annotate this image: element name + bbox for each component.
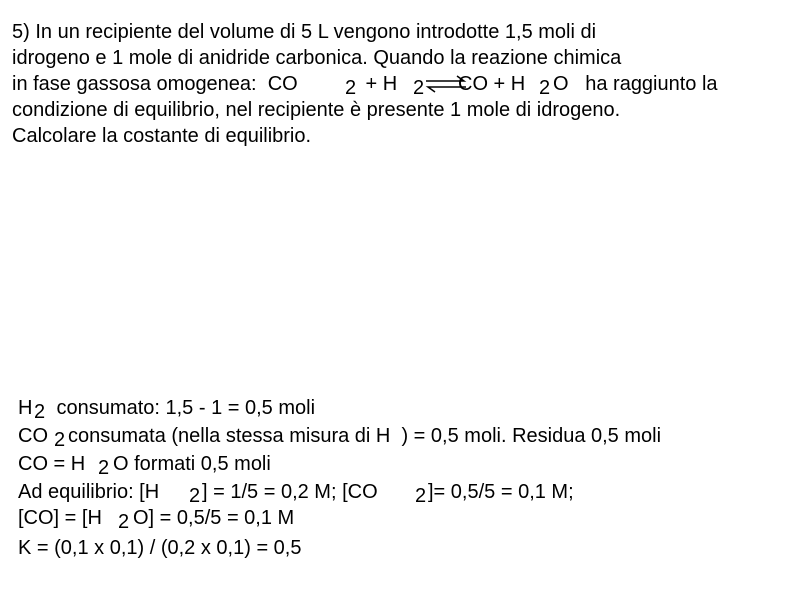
subscript-h2o: 2 [98,457,110,479]
problem-line-3-end: O ha raggiunto la [553,73,718,95]
solution-line-2-text: consumata (nella stessa misura di H ) = 0,5 moli. Residua 0,5 moli [68,425,662,447]
subscript-h2o: 2 [118,511,130,533]
problem-line-3-products: CO + H [458,73,526,95]
subscript-co2: 2 [54,429,66,451]
problem-line-3-plus-h: + H [360,73,398,95]
subscript-co2: 2 [345,77,357,99]
solution-line-5-start: [CO] = [H [18,507,102,529]
solution-line-2-co: CO [18,425,48,447]
solution-line-3-end: O formati 0,5 moli [113,453,271,475]
solution-line-4-start: Ad equilibrio: [H [18,481,160,503]
problem-line-4: condizione di equilibrio, nel recipiente è presente 1 mole di idrogeno. [12,99,621,121]
solution-line-5-end: O] = 0,5/5 = 0,1 M [133,507,295,529]
solution-line-3-start: CO = H [18,453,86,475]
subscript-h2o: 2 [539,77,551,99]
solution-line-4-end: ]= 0,5/5 = 0,1 M; [428,481,574,503]
subscript-co2: 2 [415,485,427,507]
equilibrium-constant-result: K = (0,1 x 0,1) / (0,2 x 0,1) = 0,5 [18,537,302,559]
subscript-h2: 2 [34,401,46,423]
solution-line-1-h: H [18,397,33,419]
solution-line-1-text: consumato: 1,5 - 1 = 0,5 moli [51,397,316,419]
problem-line-3-start: in fase gassosa omogenea: CO [12,73,298,95]
subscript-h2: 2 [413,77,425,99]
problem-line-5: Calcolare la costante di equilibrio. [12,125,312,147]
solution-line-4-mid: ] = 1/5 = 0,2 M; [CO [202,481,378,503]
problem-line-2: idrogeno e 1 mole di anidride carbonica. Quando la reazione chimica [12,47,622,69]
subscript-h2: 2 [189,485,201,507]
problem-line-1: 5) In un recipiente del volume di 5 L vengono introdotte 1,5 moli di [12,21,597,43]
